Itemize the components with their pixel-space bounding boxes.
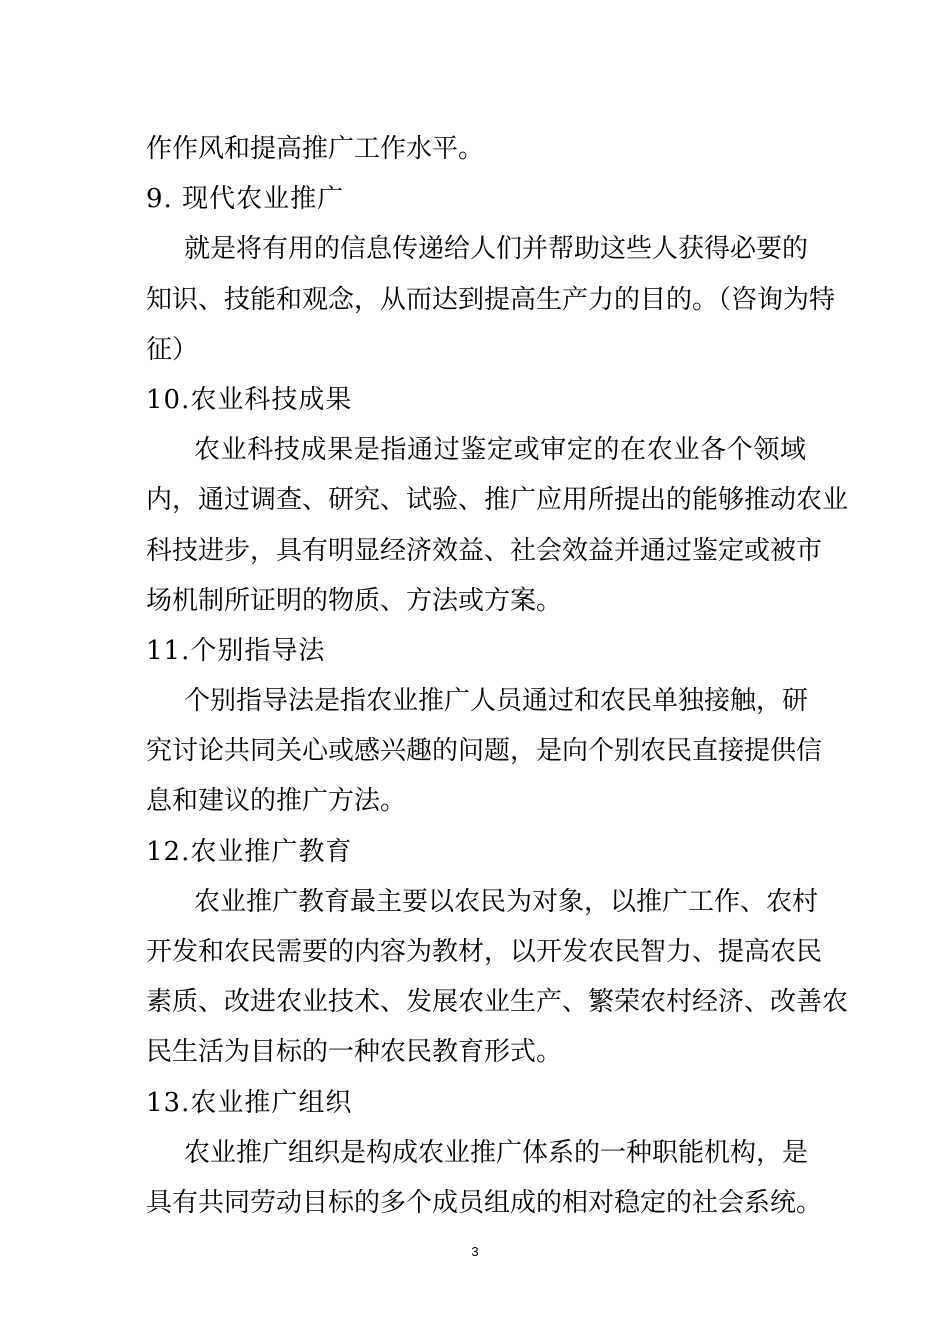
paragraph-line: 征） (146, 334, 199, 365)
section-heading-13: 13.农业推广组织 (146, 1087, 353, 1118)
paragraph-line: 息和建议的推广方法。 (146, 786, 407, 817)
paragraph-line: 开发和农民需要的内容为教材，以开发农民智力、提高农民 (146, 937, 823, 967)
paragraph-line: 素质、改进农业技术、发展农业生产、繁荣农村经济、改善农 (146, 987, 849, 1018)
paragraph-line: 场机制所证明的物质、方法或方案。 (146, 585, 563, 616)
paragraph-line: 科技进步，具有明显经济效益、社会效益并通过鉴定或被市 (146, 535, 823, 566)
paragraph-line: 内，通过调查、研究、试验、推广应用所提出的能够推动农业 (146, 485, 849, 516)
paragraph-line: 农业科技成果是指通过鉴定或审定的在农业各个领域 (194, 435, 806, 466)
text-line: 作作风和提高推广工作水平。 (146, 134, 485, 164)
paragraph-line: 个别指导法是指农业推广人员通过和农民单独接触，研 (184, 686, 809, 717)
section-heading-10: 10.农业科技成果 (146, 384, 353, 415)
paragraph-line: 就是将有用的信息传递给人们并帮助这些人获得必要的 (184, 234, 809, 265)
page-number: 3 (471, 1244, 479, 1259)
section-heading-12: 12.农业推广教育 (146, 836, 353, 867)
paragraph-line: 具有共同劳动目标的多个成员组成的相对稳定的社会系统。 (146, 1187, 823, 1218)
paragraph-line: 民生活为目标的一种农民教育形式。 (146, 1037, 563, 1068)
document-body (146, 124, 849, 1228)
paragraph-line: 知识、技能和观念，从而达到提高生产力的目的。（咨询为特 (146, 284, 836, 315)
paragraph-line: 农业推广教育最主要以农民为对象，以推广工作、农村 (194, 886, 819, 917)
section-heading-11: 11.个别指导法 (146, 635, 326, 666)
section-heading-9: 9. 现代农业推广 (146, 184, 345, 215)
paragraph-line: 究讨论共同关心或感兴趣的问题，是向个别农民直接提供信 (146, 736, 823, 767)
paragraph-line: 农业推广组织是构成农业推广体系的一种职能机构，是 (184, 1137, 809, 1168)
